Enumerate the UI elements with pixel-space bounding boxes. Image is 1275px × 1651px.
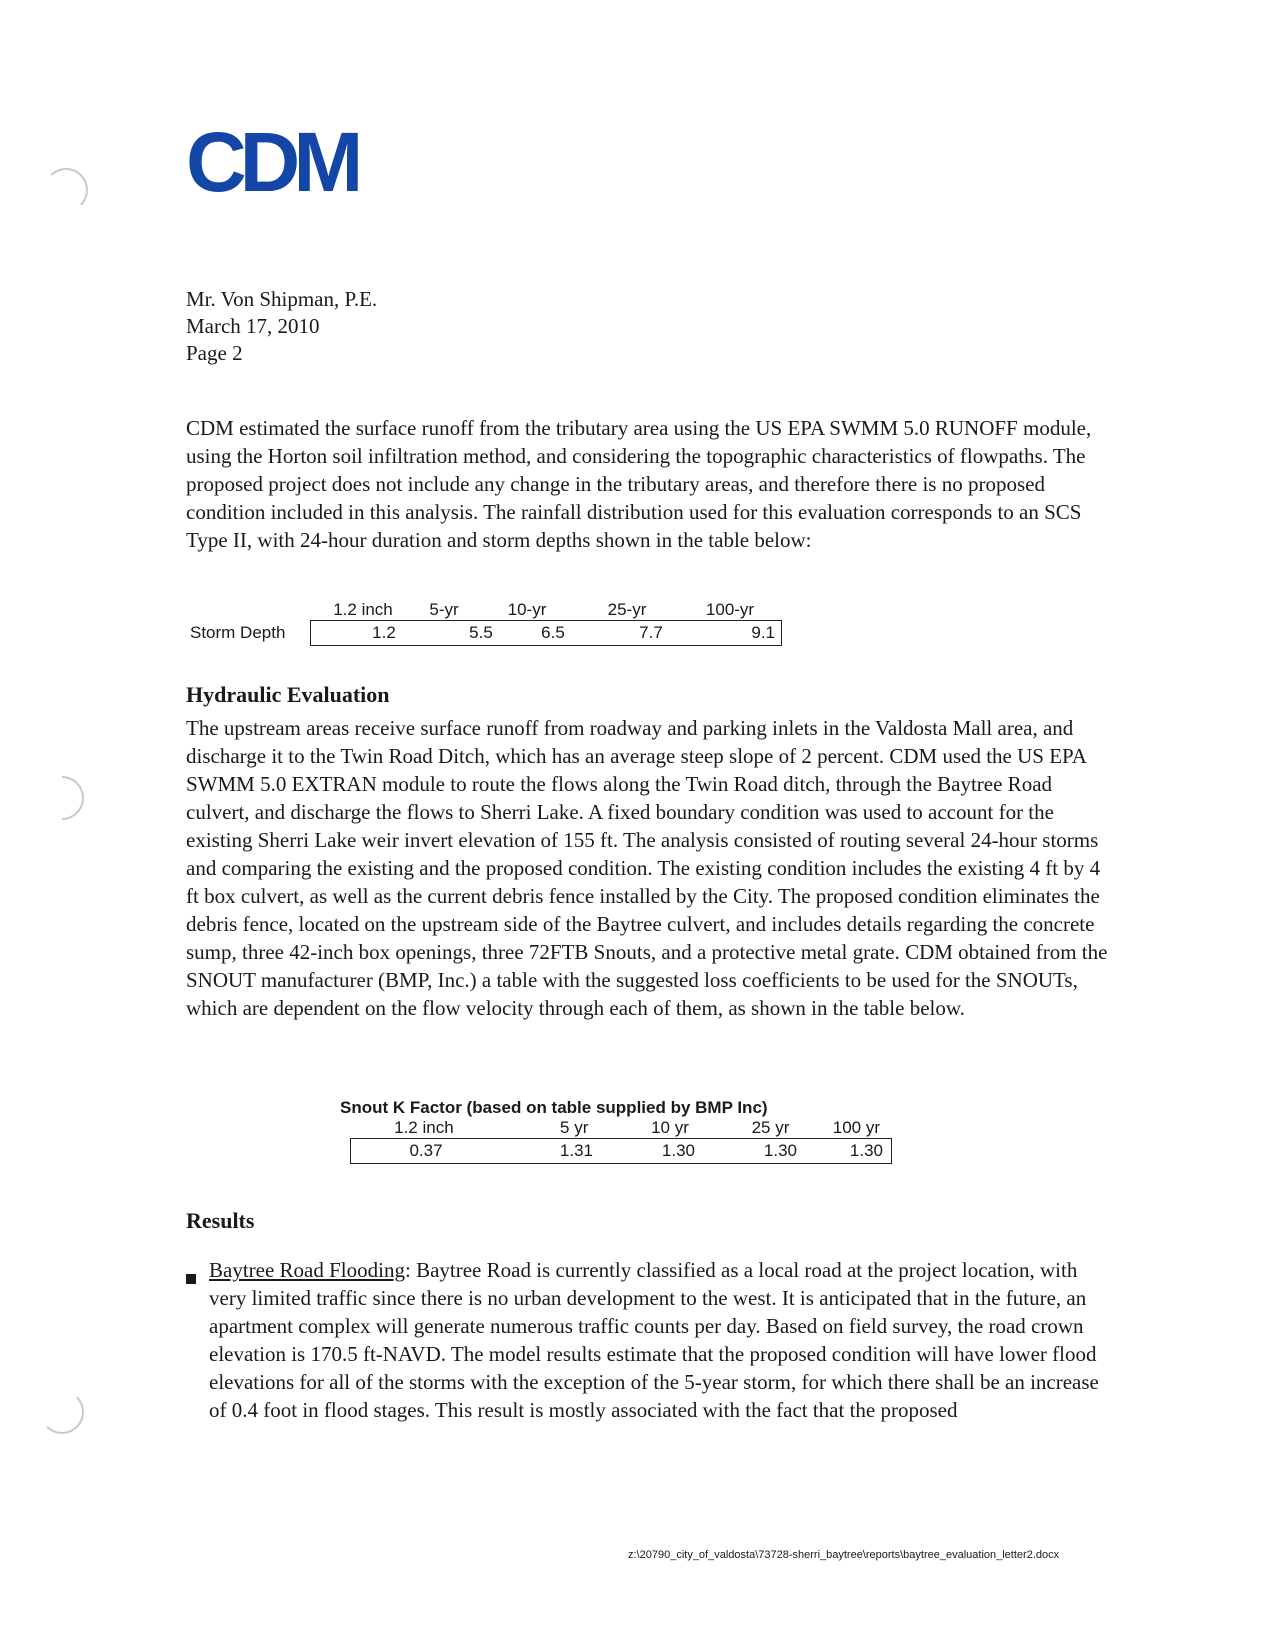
hydraulic-paragraph: The upstream areas receive surface runoff from roadway and parking inlets in the Valdosta Mall area, and discharge it to the Twin Road Ditch, which has an average steep slope of 2 percent. CDM used the US EPA SWMM 5.0 EXTRAN module to route the flows along the Twin Road ditch, through the Baytree Road culvert, and discharge the flows to Sherri Lake. A fixed boundary condition was used to account for the existing Sherri Lake weir invert elevation of 155 ft. The analysis consisted of routing several 24-hour storms and comparing the existing and the proposed condition. The existing condition includes the existing 4 ft by 4 ft box culvert, as well as the current debris fence installed by the City. The proposed condition eliminates the debris fence, located on the upstream side of the Baytree culvert, and includes details regarding the concrete sump, three 42-inch box openings, three 72FTB Snouts, and a protective metal grate. CDM obtained from the SNOUT manufacturer (BMP, Inc.) a table with the suggested loss coefficients to be used for the SNOUTs, which are dependent on the flow velocity through each of them, as shown in the table below. <box>186 716 1108 1020</box>
file-path-footer: z:\20790_city_of_valdosta\73728-sherri_baytree\reports\baytree_evaluation_letter2.docx <box>628 1549 1060 1561</box>
snout-table-header-row <box>350 1118 880 1138</box>
storm-header-cell: 100-yr <box>705 600 755 619</box>
storm-header-cell: 5-yr <box>429 600 459 619</box>
snout-table-value-row <box>350 1138 892 1164</box>
storm-table-value-row <box>310 620 782 646</box>
hydraulic-heading: Hydraulic Evaluation <box>186 682 390 707</box>
storm-header-cell: 10-yr <box>507 600 547 619</box>
page-number: Page 2 <box>186 341 243 365</box>
snout-value-cell: 1.30 <box>763 1141 797 1160</box>
storm-value-cell: 7.7 <box>639 623 663 642</box>
address-block <box>186 286 377 367</box>
storm-value-cell: 5.5 <box>469 623 493 642</box>
storm-header-cell: 25-yr <box>607 600 647 619</box>
storm-row-label: Storm Depth <box>190 623 286 642</box>
snout-value-cell: 1.30 <box>849 1141 883 1160</box>
recipient-name: Mr. Von Shipman, P.E. <box>186 287 378 311</box>
results-bullet-paragraph <box>209 1256 1109 1424</box>
snout-header-cell: 5 yr <box>560 1118 589 1137</box>
snout-header-cell: 10 yr <box>651 1118 689 1137</box>
snout-header-cell: 1.2 inch <box>394 1118 454 1137</box>
binder-hole-bottom <box>40 1390 84 1434</box>
snout-k-factor-table <box>340 1098 892 1164</box>
results-heading: Results <box>186 1208 255 1233</box>
storm-value-cell: 6.5 <box>541 623 565 642</box>
snout-table-title: Snout K Factor (based on table supplied by BMP Inc) <box>340 1098 768 1117</box>
bullet-square-icon <box>186 1274 196 1284</box>
intro-paragraph: CDM estimated the surface runoff from the tributary area using the US EPA SWMM 5.0 RUNOFF module, using the Horton soil infiltration method, and considering the topographic characteristics of flowpaths. The proposed project does not include any change in the tributary areas, and therefore there is no proposed condition included in this analysis. The rainfall distribution used for this evaluation corresponds to an SCS Type II, with 24-hour duration and storm depths shown in the table below: <box>186 416 1092 552</box>
snout-header-cell: 100 yr <box>832 1118 880 1137</box>
binder-hole-middle <box>31 767 93 829</box>
snout-header-cell: 25 yr <box>751 1118 790 1137</box>
snout-value-cell: 1.31 <box>559 1141 593 1160</box>
bullet-text: : Baytree Road is currently classified as a local road at the project location, with very limited traffic since there is no urban development to the west. It is anticipated that in the future, an apartment complex will generate numerous traffic counts per day. Based on field survey, the road crown elevation is 170.5 ft-NAVD. The model results estimate that the proposed condition will have lower flood elevations for all of the storms with the exception of the 5-year storm, for which there shall be an increase of 0.4 foot in flood stages. This result is mostly associated with the fact that the proposed <box>209 1258 1099 1422</box>
bullet-title: Baytree Road Flooding <box>209 1258 405 1282</box>
storm-value-cell: 9.1 <box>751 623 775 642</box>
binder-hole-top <box>44 168 88 212</box>
storm-depth-table <box>190 600 788 646</box>
storm-value-cell: 1.2 <box>372 623 396 642</box>
storm-table-header-row <box>310 600 788 620</box>
snout-value-cell: 1.30 <box>661 1141 695 1160</box>
storm-header-cell: 1.2 inch <box>333 600 393 619</box>
company-logo: CDM <box>186 115 357 209</box>
snout-value-cell: 0.37 <box>409 1141 443 1160</box>
letter-date: March 17, 2010 <box>186 314 320 338</box>
